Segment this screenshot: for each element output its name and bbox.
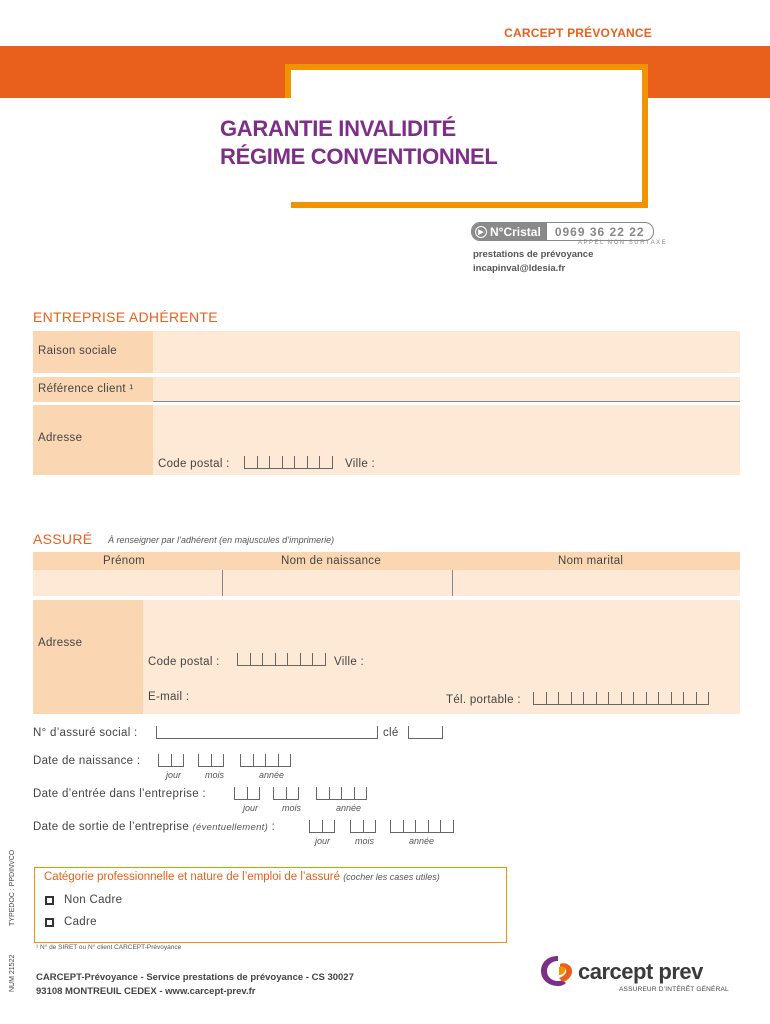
col-prenom: Prénom [103,555,146,567]
title-line-1: GARANTIE INVALIDITÉ [220,116,456,141]
side-code-typedoc: TYPEDOC : PPDINVCO [9,849,16,926]
brand-header: CARCEPT PRÉVOYANCE [504,26,652,40]
categorie-title: Catégorie professionnelle et nature de l’emploi de l’assuré [44,871,340,883]
nom-naissance-field[interactable] [223,570,452,596]
annee-caption: année [336,803,362,813]
date-sortie-label [33,821,275,833]
num-securite-input[interactable] [156,726,378,739]
title-line-2: RÉGIME CONVENTIONNEL [220,144,498,169]
date-sortie-text: Date de sortie de l’entreprise [33,821,190,833]
cadre-label: Cadre [64,916,97,928]
date-naissance-label: Date de naissance : [33,755,141,767]
entreprise-adresse-field[interactable] [153,405,740,475]
col-nom-marital: Nom marital [558,555,624,567]
logo-name: carcept prev [578,959,703,984]
non-cadre-checkbox[interactable] [45,896,54,905]
entreprise-adresse-label: Adresse [38,432,83,444]
carcept-logo-icon [538,952,578,992]
entree-jour-input[interactable] [234,787,260,800]
assure-email-label: E-mail : [148,691,190,703]
contact-email: incapinval@ldesia.fr [473,263,566,274]
annee-caption: année [409,836,435,846]
categorie-note: (cocher les cases utiles) [343,872,440,882]
cristal-label: N°Cristal [490,224,541,239]
num-securite-label: N° d’assuré social : [33,727,138,739]
footer-line-2: 93108 MONTREUIL CEDEX - www.carcept-prev.fr [36,986,256,997]
jour-caption: jour [315,836,331,846]
jour-caption: jour [243,803,259,813]
mois-caption: mois [355,836,375,846]
section-assure-title: ASSURÉ [33,531,93,547]
prenom-field[interactable] [33,570,222,596]
entreprise-ville-label: Ville : [345,458,376,470]
sortie-mois-input[interactable] [350,820,376,833]
footer-line-1: CARCEPT-Prévoyance - Service prestations de prévoyance - CS 30027 [36,972,354,983]
side-code-num: NUM 21522 [9,954,16,992]
cristal-badge [471,222,654,241]
contact-info [473,248,593,276]
cadre-checkbox[interactable] [45,918,54,927]
phone-number: 0969 36 22 22 [554,224,645,239]
non-cadre-label: Non Cadre [64,894,123,906]
assure-ville-label: Ville : [334,656,365,668]
nom-marital-field[interactable] [453,570,740,596]
entreprise-code-postal-input[interactable] [244,456,333,469]
sortie-annee-input[interactable] [390,820,454,833]
assure-code-postal-input[interactable] [237,653,326,666]
annee-caption: année [259,770,285,780]
play-icon: ▶ [475,226,487,238]
page-title [220,115,498,171]
logo-tagline: ASSUREUR D’INTÉRÊT GÉNÉRAL [619,986,729,993]
assure-adresse-label: Adresse [38,637,83,649]
naissance-jour-input[interactable] [158,754,184,767]
reference-underline [153,401,740,402]
categorie-title-row [44,871,440,883]
footer-address [36,971,354,999]
reference-client-label: Référence client ¹ [38,383,134,395]
surtaxe-note: APPEL NON SURTAXE [578,240,668,246]
assure-tel-label: Tél. portable : [446,694,521,706]
tel-input[interactable] [533,692,709,705]
cristal-tag [472,223,547,240]
sortie-jour-input[interactable] [309,820,335,833]
jour-caption: jour [166,770,182,780]
mois-caption: mois [282,803,302,813]
naissance-annee-input[interactable] [240,754,291,767]
date-sortie-colon: : [271,821,276,833]
assure-code-postal-label: Code postal : [148,656,220,668]
cle-input[interactable] [408,726,443,739]
contact-service: prestations de prévoyance [473,249,594,260]
entree-annee-input[interactable] [316,787,367,800]
raison-sociale-label: Raison sociale [38,345,117,357]
col-nom-naissance: Nom de naissance [281,555,382,567]
entree-mois-input[interactable] [273,787,299,800]
date-entree-label: Date d’entrée dans l’entreprise : [33,788,206,800]
naissance-mois-input[interactable] [198,754,224,767]
date-sortie-note: (éventuellement) [192,822,269,833]
assure-note: À renseigner par l’adhérent (en majuscules d’imprimerie) [108,535,335,545]
footnote: ¹ N° de SIRET ou N° client CARCEPT-Prévoyance [36,944,182,951]
cle-label: clé [383,727,399,739]
entreprise-code-postal-label: Code postal : [158,458,230,470]
reference-client-field[interactable] [153,377,740,401]
assure-adresse-label-cell [33,600,143,714]
raison-sociale-field[interactable] [153,331,740,373]
mois-caption: mois [205,770,225,780]
section-entreprise-title: ENTREPRISE ADHÉRENTE [33,309,218,325]
